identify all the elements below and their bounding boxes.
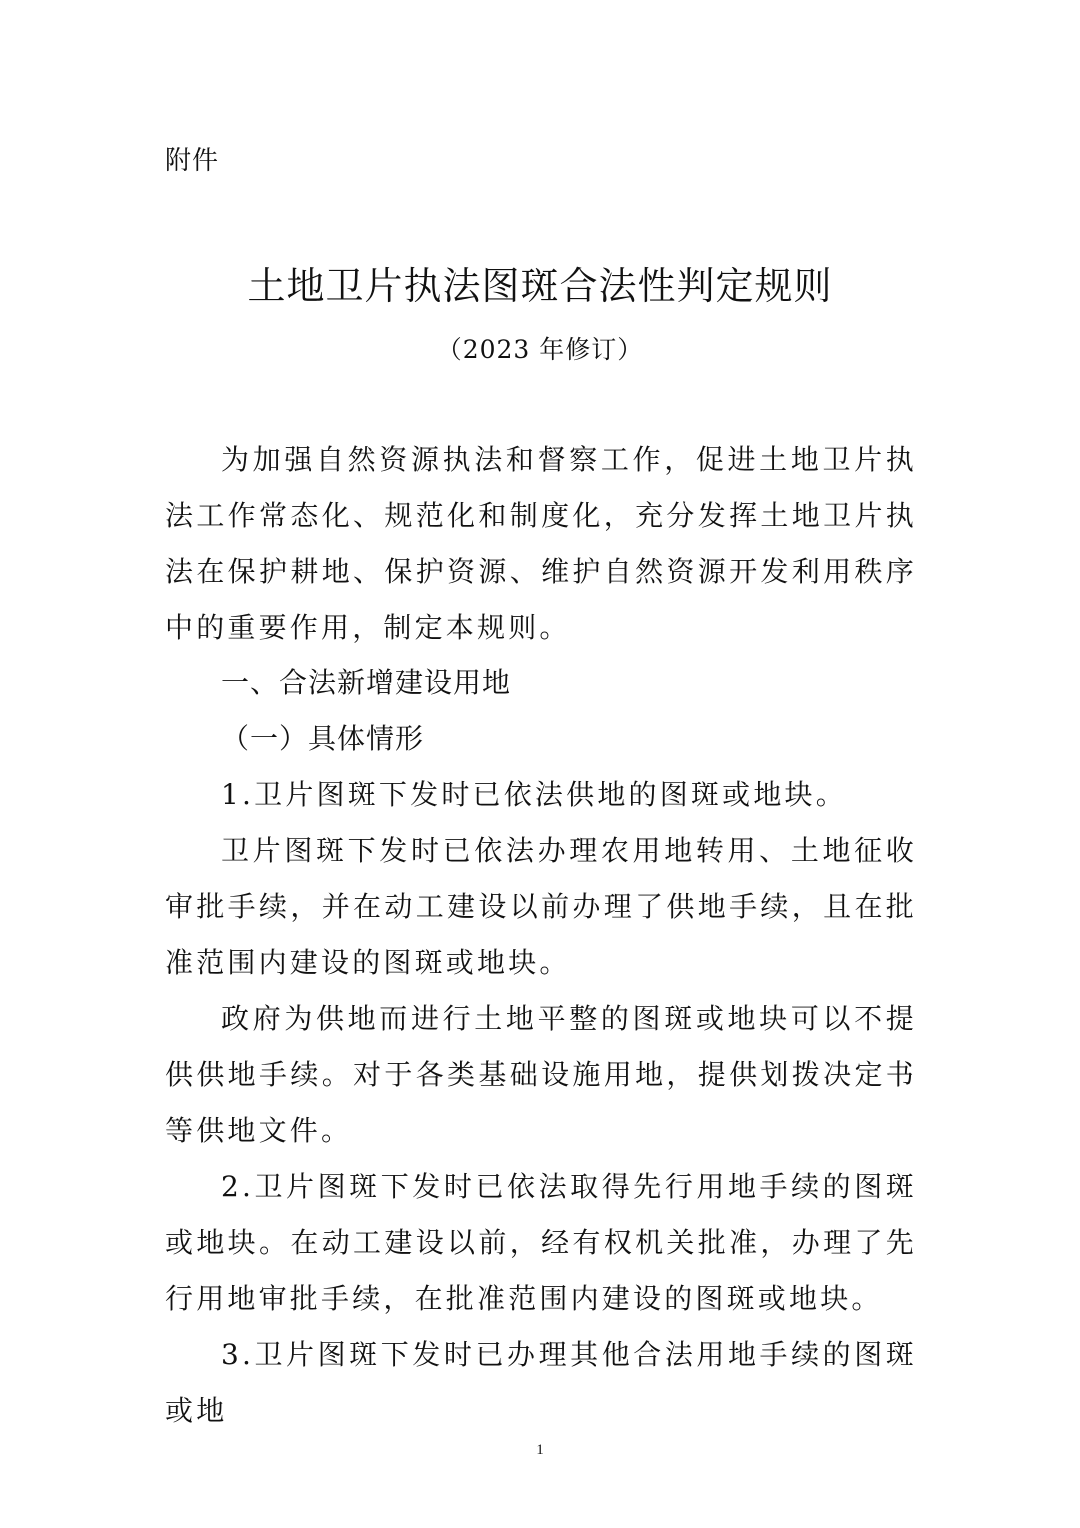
- item-3: 3.卫片图斑下发时已办理其他合法用地手续的图斑或地: [165, 1338, 917, 1427]
- document-title: 土地卫片执法图斑合法性判定规则: [247, 264, 833, 308]
- intro-paragraph: 为加强自然资源执法和督察工作，促进土地卫片执法工作常态化、规范化和制度化，充分发挥土地卫片执法在保护耕地、保护资源、维护自然资源开发利用秩序中的重要作用，制定本规则。: [165, 443, 917, 644]
- attachment-label: 附件: [165, 146, 220, 176]
- document-subtitle: （2023 年修订）: [436, 335, 644, 364]
- page-number: 1: [536, 1442, 544, 1458]
- item-2: 2.卫片图斑下发时已依法取得先行用地手续的图斑或地块。在动工建设以前，经有权机关批准，办理了先行用地审批手续，在批准范围内建设的图斑或地块。: [165, 1170, 917, 1315]
- subsection-heading: （一）具体情形: [221, 722, 425, 755]
- item-1-detail-1: 卫片图斑下发时已依法办理农用地转用、土地征收审批手续，并在动工建设以前办理了供地手续，且在批准范围内建设的图斑或地块。: [165, 834, 917, 979]
- item-1: 1.卫片图斑下发时已依法供地的图斑或地块。: [221, 778, 847, 811]
- document-body: [165, 432, 917, 656]
- item-1-detail-2: 政府为供地而进行土地平整的图斑或地块可以不提供供地手续。对于各类基础设施用地，提供划拨决定书等供地文件。: [165, 1002, 917, 1147]
- section-heading: 一、合法新增建设用地: [221, 666, 512, 699]
- section-1: [165, 655, 917, 1439]
